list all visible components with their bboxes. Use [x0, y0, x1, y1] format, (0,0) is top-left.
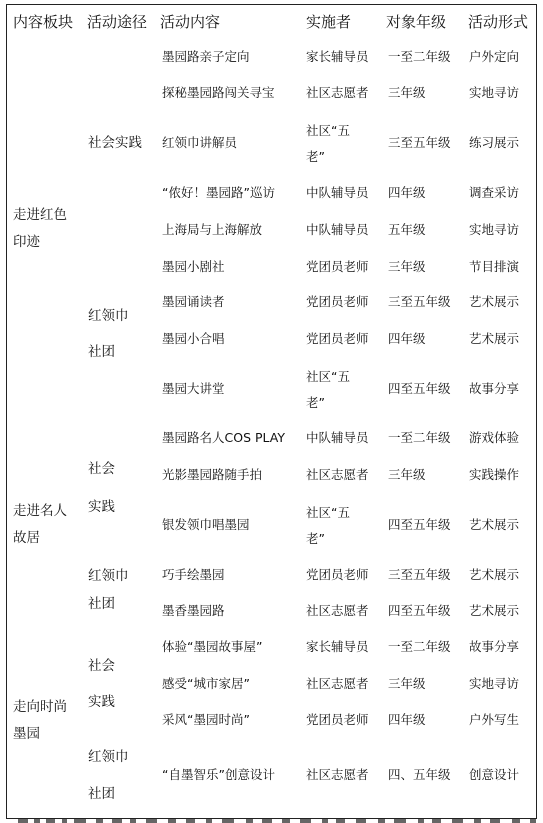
implementer: 中队辅导员: [306, 185, 369, 200]
implementer: 家长辅导员: [306, 49, 369, 64]
activity-form: 户外写生: [469, 712, 520, 727]
activity-content: 体验“墨园故事屋”: [162, 639, 263, 654]
implementer: 社区“五: [306, 505, 350, 520]
activity-content: 墨园大讲堂: [162, 381, 225, 396]
header-content-section: 内容板块: [13, 13, 74, 31]
activity-form: 艺术展示: [469, 331, 520, 346]
activity-form: 艺术展示: [469, 517, 520, 532]
target-grade: 三至五年级: [388, 135, 451, 150]
target-grade: 四至五年级: [388, 517, 451, 532]
target-grade: 四至五年级: [388, 603, 451, 618]
activity-content: 墨园诵读者: [162, 294, 225, 309]
activity-form: 故事分享: [469, 381, 520, 396]
activity-path-label: 红领巾: [88, 308, 129, 324]
activity-content: “侬好！墨园路”巡访: [162, 185, 275, 200]
activity-form: 实地寻访: [469, 222, 520, 237]
activity-path-label: 实践: [88, 499, 115, 515]
target-grade: 四、五年级: [388, 767, 451, 782]
activity-path-label: 社会: [88, 658, 115, 674]
content-section-label: 印迹: [13, 234, 40, 250]
activity-content: 墨园路名人COS PLAY: [162, 430, 285, 445]
activity-content: 上海局与上海解放: [162, 222, 263, 237]
activity-content: 探秘墨园路闯关寻宝: [162, 85, 275, 100]
implementer: 老”: [306, 395, 325, 410]
activity-form: 游戏体验: [469, 430, 520, 445]
target-grade: 四年级: [388, 185, 426, 200]
activity-table: [6, 4, 537, 819]
header-activity: 活动内容: [160, 13, 221, 31]
header-form: 活动形式: [468, 13, 529, 31]
header-path: 活动途径: [87, 13, 148, 31]
target-grade: 三年级: [388, 85, 426, 100]
activity-content: 感受“城市家居”: [162, 676, 250, 691]
target-grade: 一至二年级: [388, 430, 451, 445]
implementer: 党团员老师: [306, 567, 369, 582]
activity-form: 实地寻访: [469, 676, 520, 691]
activity-form: 户外定向: [469, 49, 520, 64]
activity-form: 艺术展示: [469, 294, 520, 309]
content-section-label: 走向时尚: [13, 699, 67, 715]
implementer: 老”: [306, 531, 325, 546]
header-implementer: 实施者: [306, 13, 352, 31]
activity-path-label: 红领巾: [88, 568, 129, 584]
target-grade: 三年级: [388, 676, 426, 691]
implementer: 党团员老师: [306, 294, 369, 309]
activity-path-label: 社会实践: [88, 135, 142, 151]
activity-content: 墨园路亲子定向: [162, 49, 250, 64]
target-grade: 三年级: [388, 467, 426, 482]
activity-content: 红领巾讲解员: [162, 135, 238, 150]
content-section-label: 故居: [13, 530, 40, 546]
implementer: 中队辅导员: [306, 430, 369, 445]
activity-content: 采风“墨园时尚”: [162, 712, 250, 727]
implementer: 社区志愿者: [306, 467, 369, 482]
implementer: 党团员老师: [306, 259, 369, 274]
activity-content: 巧手绘墨园: [162, 567, 225, 582]
content-section-label: 走进红色: [13, 207, 67, 223]
implementer: 老”: [306, 149, 325, 164]
target-grade: 一至二年级: [388, 49, 451, 64]
activity-form: 节目排演: [469, 259, 520, 274]
target-grade: 五年级: [388, 222, 426, 237]
implementer: 党团员老师: [306, 712, 369, 727]
activity-form: 艺术展示: [469, 603, 520, 618]
activity-path-label: 社团: [88, 344, 115, 360]
activity-path-label: 红领巾: [88, 749, 129, 765]
activity-form: 艺术展示: [469, 567, 520, 582]
activity-form: 创意设计: [469, 767, 520, 782]
target-grade: 四年级: [388, 712, 426, 727]
activity-form: 调查采访: [469, 185, 520, 200]
implementer: 社区志愿者: [306, 603, 369, 618]
implementer: 社区“五: [306, 369, 350, 384]
activity-content: “自墨智乐”创意设计: [162, 767, 275, 782]
activity-content: 墨园小合唱: [162, 331, 225, 346]
activity-path-label: 社团: [88, 596, 115, 612]
activity-content: 银发领巾唱墨园: [162, 517, 250, 532]
activity-form: 练习展示: [469, 135, 520, 150]
truncated-text-line: [0, 817, 543, 823]
activity-form: 实地寻访: [469, 85, 520, 100]
implementer: 社区志愿者: [306, 85, 369, 100]
activity-form: 故事分享: [469, 639, 520, 654]
activity-path-label: 社团: [88, 786, 115, 802]
implementer: 社区志愿者: [306, 676, 369, 691]
target-grade: 三至五年级: [388, 294, 451, 309]
content-section-label: 墨园: [13, 726, 40, 742]
content-section-label: 走进名人: [13, 503, 67, 519]
implementer: 中队辅导员: [306, 222, 369, 237]
header-grade: 对象年级: [386, 13, 447, 31]
target-grade: 一至二年级: [388, 639, 451, 654]
target-grade: 三至五年级: [388, 567, 451, 582]
activity-content: 墨香墨园路: [162, 603, 225, 618]
target-grade: 四至五年级: [388, 381, 451, 396]
activity-content: 光影墨园路随手拍: [162, 467, 263, 482]
implementer: 社区“五: [306, 123, 350, 138]
activity-content: 墨园小剧社: [162, 259, 225, 274]
implementer: 社区志愿者: [306, 767, 369, 782]
activity-path-label: 实践: [88, 694, 115, 710]
implementer: 家长辅导员: [306, 639, 369, 654]
activity-form: 实践操作: [469, 467, 520, 482]
implementer: 党团员老师: [306, 331, 369, 346]
target-grade: 三年级: [388, 259, 426, 274]
target-grade: 四年级: [388, 331, 426, 346]
activity-path-label: 社会: [88, 461, 115, 477]
